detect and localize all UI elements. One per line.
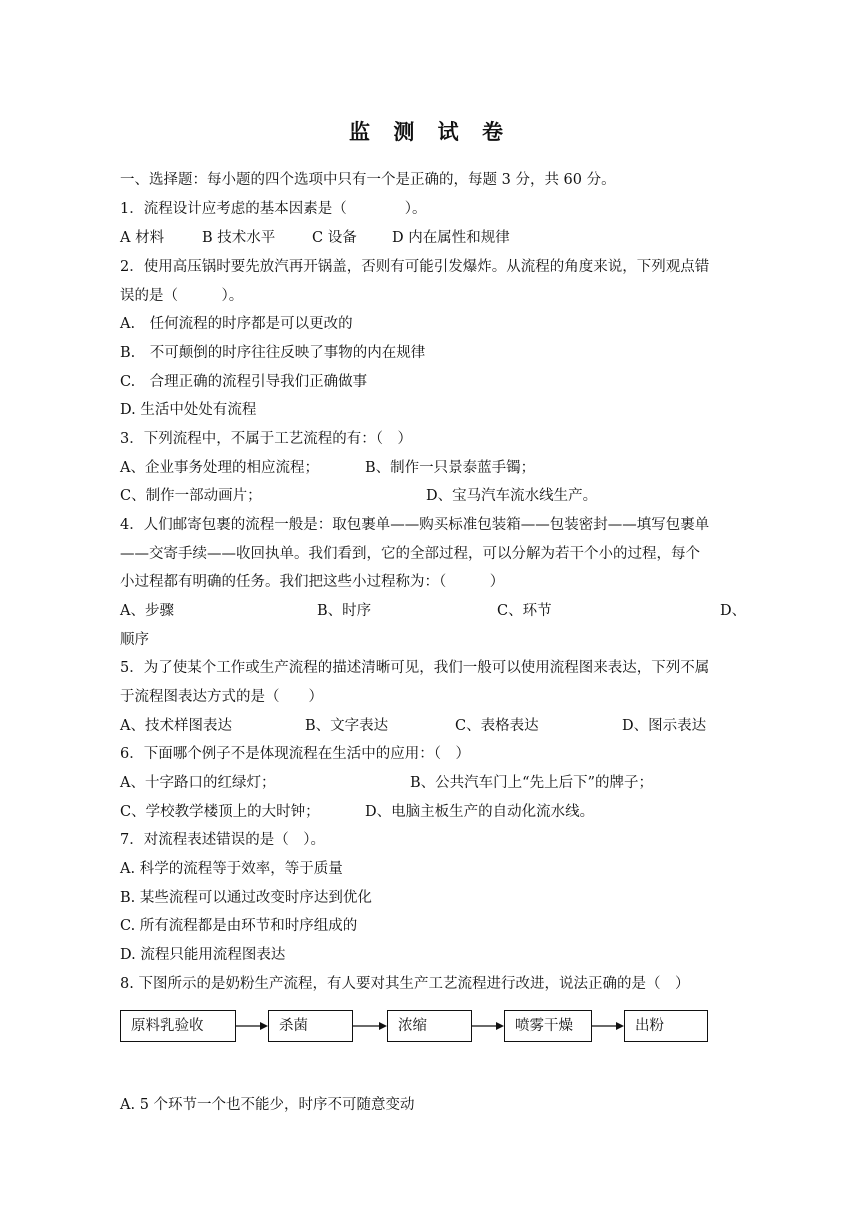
question-5-stem-line1: 5．为了使某个工作或生产流程的描述清晰可见，我们一般可以使用流程图来表达，下列不属 [120, 660, 710, 676]
question-2-stem-line1: 2．使用高压锅时要先放汽再开锅盖，否则有可能引发爆炸。从流程的角度来说，下列观点错 [120, 259, 710, 275]
flow-step-5: 出粉 [624, 1010, 708, 1042]
flow-step-4: 喷雾干燥 [504, 1010, 592, 1042]
q7-option-b: B. 某些流程可以通过改变时序达到优化 [120, 890, 372, 906]
q4-option-d: D、 [720, 603, 747, 619]
section-heading: 一、选择题：每小题的四个选项中只有一个是正确的，每题 3 分，共 60 分。 [120, 172, 616, 188]
question-8-stem: 8. 下图所示的是奶粉生产流程，有人要对其生产工艺流程进行改进，说法正确的是（ ） [120, 976, 690, 992]
q5-option-c: C、表格表达 [455, 718, 539, 734]
q1-option-c: C 设备 [312, 230, 357, 246]
q7-option-c: C. 所有流程都是由环节和时序组成的 [120, 918, 358, 934]
q6-option-b: B、公共汽车门上“先上后下”的牌子； [410, 775, 653, 791]
q5-option-b: B、文字表达 [305, 718, 389, 734]
q6-option-c: C、学校教学楼顶上的大时钟； [120, 804, 320, 820]
q4-option-c: C、环节 [497, 603, 552, 619]
q3-option-b: B、制作一只景泰蓝手镯； [365, 460, 536, 476]
q1-option-a: A 材料 [120, 230, 165, 246]
q2-option-d: D. 生活中处处有流程 [120, 402, 257, 418]
q6-option-d: D、电脑主板生产的自动化流水线。 [365, 804, 595, 820]
q7-option-d: D. 流程只能用流程图表达 [120, 947, 286, 963]
flow-arrow-4 [592, 1018, 624, 1034]
flow-step-1: 原料乳验收 [120, 1010, 236, 1042]
question-4-stem-line3: 小过程都有明确的任务。我们把这些小过程称为：（ ） [120, 574, 505, 590]
q3-option-c: C、制作一部动画片； [120, 488, 262, 504]
question-4-stem-line2: ——交寄手续——收回执单。我们看到，它的全部过程，可以分解为若干个小的过程，每个 [120, 546, 700, 562]
question-3-stem: 3．下列流程中，不属于工艺流程的有：（ ） [120, 431, 412, 447]
question-1-stem: 1．流程设计应考虑的基本因素是（ ）。 [120, 201, 427, 217]
q2-option-b: B. 不可颠倒的时序往往反映了事物的内在规律 [120, 345, 426, 361]
question-2-stem-line2: 误的是（ ）。 [120, 288, 244, 304]
q4-option-d-continued: 顺序 [120, 632, 149, 648]
q4-option-a: A、步骤 [120, 603, 174, 619]
flow-step-2: 杀菌 [268, 1010, 353, 1042]
q2-option-c: C. 合理正确的流程引导我们正确做事 [120, 374, 368, 390]
question-4-stem-line1: 4．人们邮寄包裹的流程一般是：取包裹单——购买标准包装箱——包装密封——填写包裹单 [120, 517, 710, 533]
page-title: 监 测 试 卷 [349, 119, 511, 144]
flow-step-3: 浓缩 [387, 1010, 472, 1042]
flow-arrow-1 [236, 1018, 268, 1034]
q4-option-b: B、时序 [317, 603, 372, 619]
q7-option-a: A. 科学的流程等于效率，等于质量 [120, 861, 343, 877]
q1-option-b: B 技术水平 [202, 230, 276, 246]
q1-option-d: D 内在属性和规律 [392, 230, 510, 246]
q8-option-a: A. 5 个环节一个也不能少，时序不可随意变动 [120, 1097, 415, 1113]
q3-option-a: A、企业事务处理的相应流程； [120, 460, 319, 476]
question-6-stem: 6．下面哪个例子不是体现流程在生活中的应用：（ ） [120, 746, 470, 762]
q6-option-a: A、十字路口的红绿灯； [120, 775, 276, 791]
q5-option-a: A、技术样图表达 [120, 718, 232, 734]
question-5-stem-line2: 于流程图表达方式的是（ ） [120, 689, 323, 705]
flow-arrow-3 [472, 1018, 504, 1034]
q5-option-d: D、图示表达 [622, 718, 707, 734]
q3-option-d: D、宝马汽车流水线生产。 [426, 488, 598, 504]
q2-option-a: A. 任何流程的时序都是可以更改的 [120, 316, 353, 332]
flow-arrow-2 [353, 1018, 387, 1034]
question-7-stem: 7．对流程表述错误的是（ ）。 [120, 832, 325, 848]
